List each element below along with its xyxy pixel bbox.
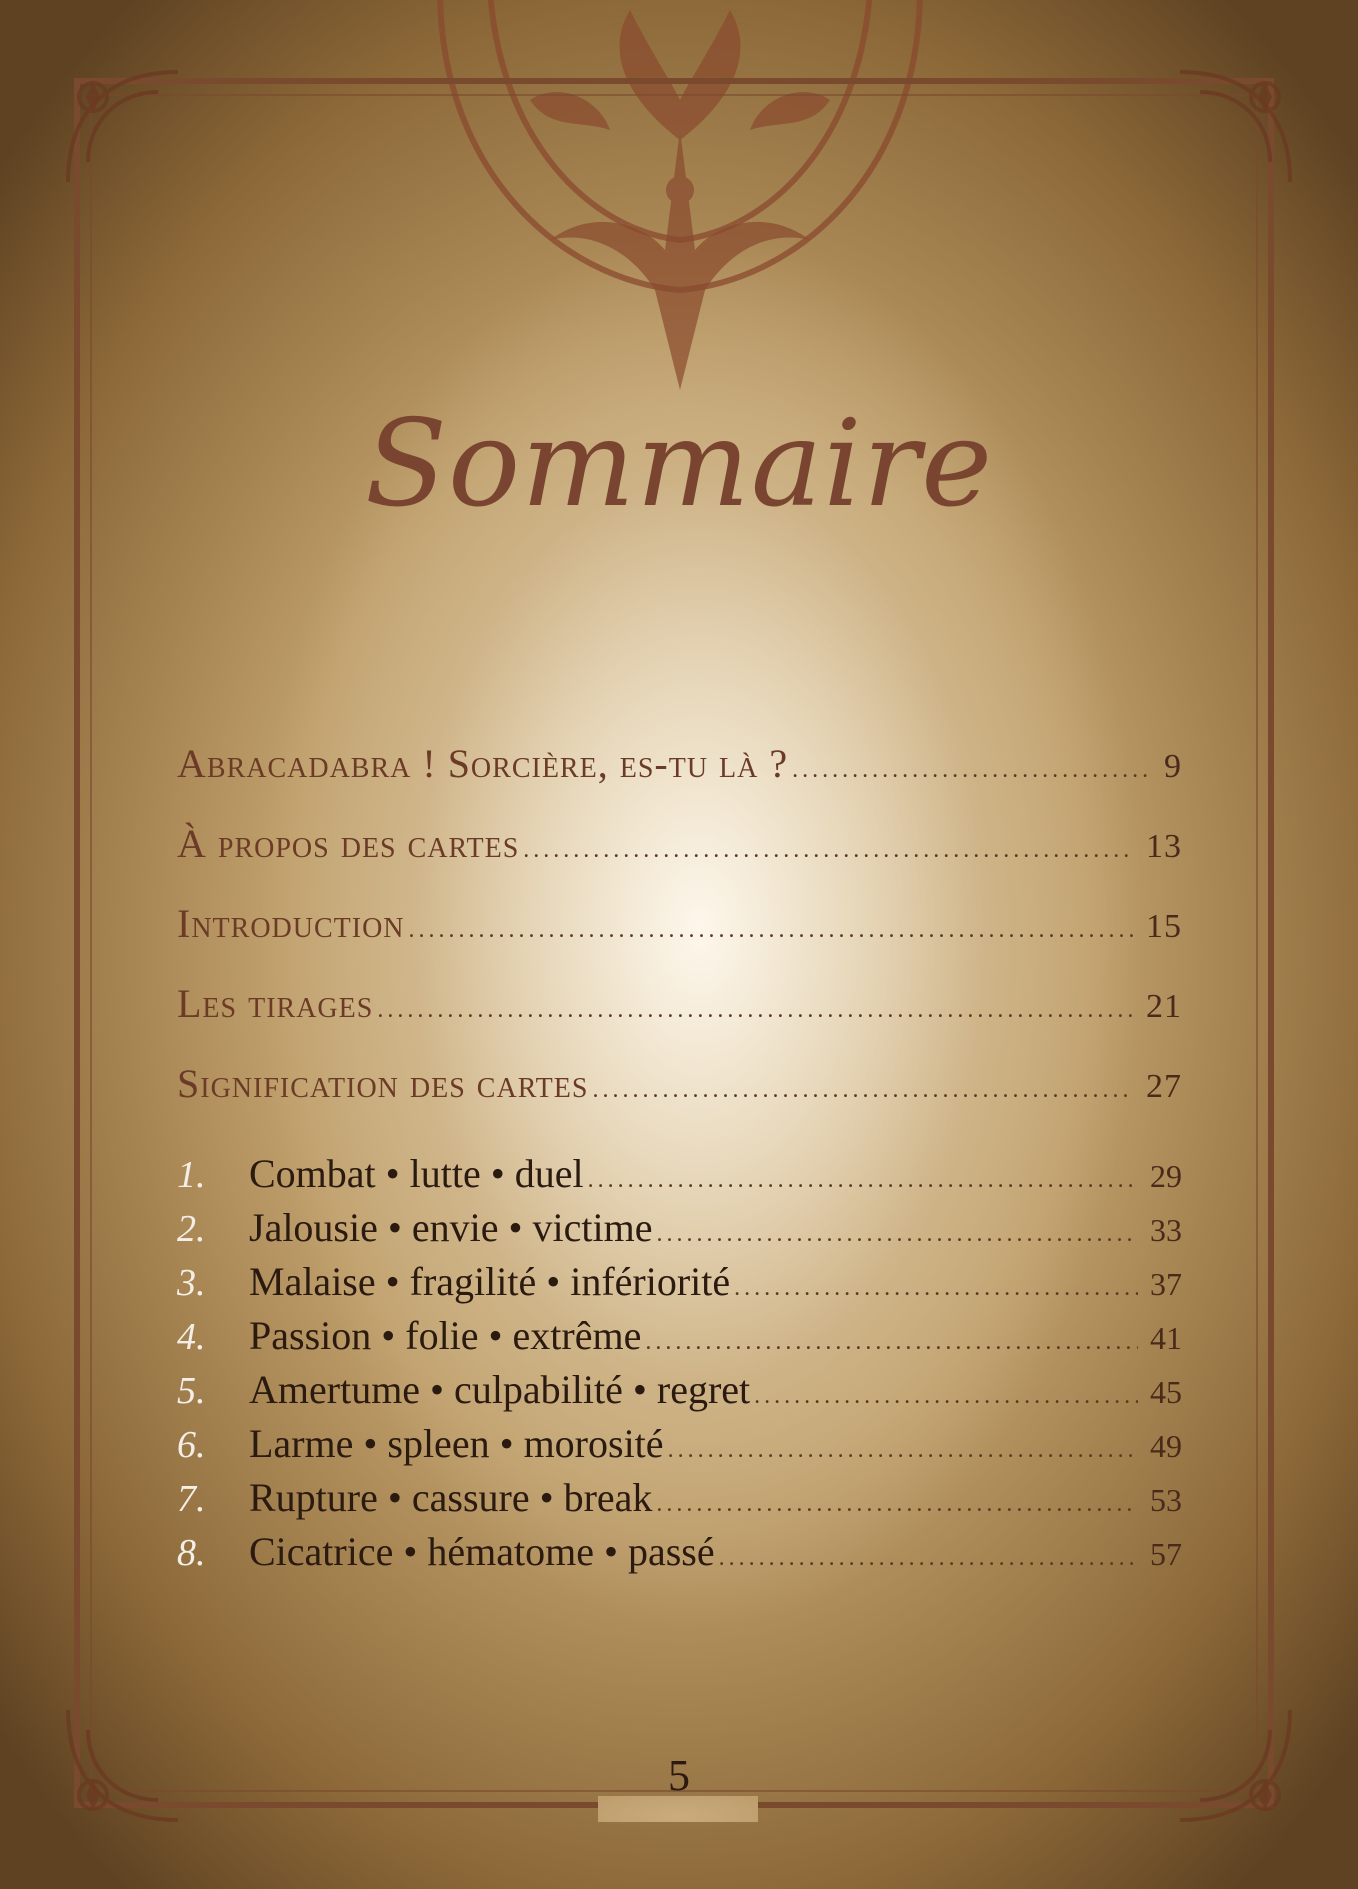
toc-card-entry[interactable] <box>177 1528 1182 1582</box>
toc-page-number: 33 <box>1150 1212 1182 1248</box>
toc-card-label: Jalousie • envie • victime <box>249 1205 653 1250</box>
toc-leader-dots <box>668 1437 1138 1464</box>
toc-leader-dots <box>588 1167 1138 1194</box>
corner-ornament-top-left <box>48 52 198 202</box>
toc-section-label: Les tirages <box>177 981 374 1026</box>
toc-card-entry[interactable] <box>177 1366 1182 1420</box>
toc-section-label: Abracadabra ! Sorcière, es-tu là ? <box>177 741 789 786</box>
toc-page-number: 29 <box>1150 1158 1182 1194</box>
toc-section-entry[interactable] <box>177 900 1182 980</box>
toc-page-number: 27 <box>1146 1068 1182 1105</box>
toc-leader-dots <box>792 757 1152 784</box>
toc-section-entry[interactable] <box>177 820 1182 900</box>
toc-leader-dots <box>719 1545 1138 1572</box>
toc-page-number: 53 <box>1150 1482 1182 1518</box>
toc-card-number: 3. <box>177 1262 206 1304</box>
toc-card-entry[interactable] <box>177 1420 1182 1474</box>
toc-page-number: 15 <box>1146 908 1182 945</box>
toc-page-number: 21 <box>1146 988 1182 1025</box>
toc-page-number: 41 <box>1150 1320 1182 1356</box>
toc-card-entry[interactable] <box>177 1204 1182 1258</box>
toc-sections <box>177 740 1182 1140</box>
toc-page-number: 57 <box>1150 1536 1182 1572</box>
toc-section-label: À propos des cartes <box>177 821 520 866</box>
toc-card-number: 7. <box>177 1478 206 1520</box>
toc-page-number: 49 <box>1150 1428 1182 1464</box>
toc-leader-dots <box>656 1491 1138 1518</box>
toc-card-label: Larme • spleen • morosité <box>249 1421 664 1466</box>
toc-section-label: Introduction <box>177 901 405 946</box>
toc-page-number: 37 <box>1150 1266 1182 1302</box>
toc-leader-dots <box>734 1275 1138 1302</box>
toc-card-number: 4. <box>177 1316 206 1358</box>
toc-card-label: Cicatrice • hématome • passé <box>249 1529 715 1574</box>
toc-card-number: 5. <box>177 1370 206 1412</box>
toc-leader-dots <box>754 1383 1138 1410</box>
page-folio-number: 5 <box>668 1751 690 1800</box>
toc-card-label: Malaise • fragilité • infériorité <box>249 1259 731 1304</box>
corner-ornament-top-right <box>1160 52 1310 202</box>
toc-section-entry[interactable] <box>177 1060 1182 1140</box>
toc-card-entry[interactable] <box>177 1474 1182 1528</box>
toc-card-number: 1. <box>177 1154 206 1196</box>
toc-page-number: 13 <box>1146 828 1182 865</box>
toc-card-entry[interactable] <box>177 1258 1182 1312</box>
toc-card-number: 6. <box>177 1424 206 1466</box>
toc-leader-dots <box>377 997 1134 1024</box>
toc-card-label: Amertume • culpabilité • regret <box>249 1367 751 1412</box>
toc-page-number: 9 <box>1164 748 1182 785</box>
toc-card-label: Rupture • cassure • break <box>249 1475 653 1520</box>
toc-leader-dots <box>645 1329 1138 1356</box>
toc-section-label: Signification des cartes <box>177 1061 589 1106</box>
toc-card-entry[interactable] <box>177 1150 1182 1204</box>
toc-card-number: 2. <box>177 1208 206 1250</box>
toc-section-entry[interactable] <box>177 740 1182 820</box>
toc-section-entry[interactable] <box>177 980 1182 1060</box>
toc-card-list <box>177 1150 1182 1582</box>
toc-leader-dots <box>409 917 1134 944</box>
table-of-contents <box>177 740 1182 1582</box>
toc-card-number: 8. <box>177 1532 206 1574</box>
page-title: Sommaire <box>364 395 994 534</box>
toc-card-label: Passion • folie • extrême <box>249 1313 642 1358</box>
toc-leader-dots <box>523 837 1134 864</box>
toc-card-entry[interactable] <box>177 1312 1182 1366</box>
toc-leader-dots <box>592 1077 1134 1104</box>
toc-card-label: Combat • lutte • duel <box>249 1151 584 1196</box>
toc-leader-dots <box>656 1221 1138 1248</box>
toc-page-number: 45 <box>1150 1374 1182 1410</box>
